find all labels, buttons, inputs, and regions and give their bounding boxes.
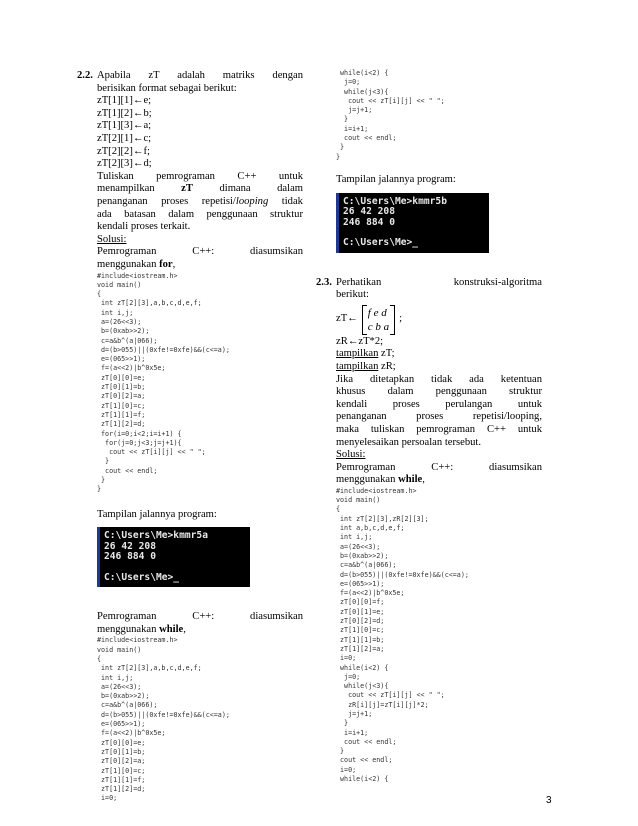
s22-while-line2: menggunakan while, xyxy=(97,623,186,635)
code-block-for: #include<iostream.h> void main() { int zT[2][3],a,b,c,d,e,f; int i,j; a=(26<<3); b=(0xab>>2); c=a&b^(a|066); d=(b>055)||(0xfe!=0xfe)&&(c<=a); e=(065>>1); f=(a<<2)|b^0x5e; zT[0][0]=e; zT[0][1]=b; zT[0][2]=a; zT[1][0]=c; zT[1][1]=f; zT[1][2]=d; for(i=0;i<2;i=i+1) { for(j=0;j<3;j=j+1){ cout << zT[i][j] << " "; } cout << endl; } } xyxy=(97,271,230,494)
s22-for-line2: menggunakan for, xyxy=(97,258,176,270)
s23-tampilkan-2: tampilkan zR; xyxy=(336,360,396,372)
s23-heading-line2: berikut: xyxy=(336,289,369,301)
s23-para-1: Jika ditetapkan tidak ada ketentuan xyxy=(336,373,542,385)
s23-solusi: Solusi: xyxy=(336,449,366,461)
s23-heading-line1: 2.3. Perhatikan konstruksi-algoritma xyxy=(316,276,542,288)
s22-assign-3: zT[1][3]←a; xyxy=(97,120,152,132)
s23-eq1: zR←zT*2; xyxy=(336,335,384,347)
s23-para-4: penanganan proses repetisi/looping, xyxy=(336,411,542,423)
console-output-a: C:\Users\Me>kmmr5a 26 42 208 246 884 0 C:\Users\Me>_ xyxy=(97,527,250,587)
matrix-row-2: c b a xyxy=(367,320,390,333)
s22-while-intro: Pemrograman C++: diasumsikan xyxy=(97,611,303,623)
s22-assign-6: zT[2][3]←d; xyxy=(97,158,152,170)
s23-line2: menggunakan while, xyxy=(336,474,425,486)
left-column xyxy=(77,70,304,804)
s23-tampilkan-1: tampilkan zT; xyxy=(336,348,395,360)
s22-tampilan-label-b: Tampilan jalannya program: xyxy=(336,173,456,185)
matrix-definition xyxy=(336,306,542,334)
s22-for-intro: Pemrograman C++: diasumsikan xyxy=(97,246,303,258)
s22-assign-5: zT[2][2]←f; xyxy=(97,145,150,157)
s22-assign-4: zT[2][1]←c; xyxy=(97,132,152,144)
right-column xyxy=(316,69,542,784)
s23-para-6: menyelesaikan persoalan tersebut. xyxy=(336,436,482,448)
s22-assign-2: zT[1][2]←b; xyxy=(97,107,152,119)
code-block-while: #include<iostream.h> void main() { int zT[2][3],a,b,c,d,e,f; int i,j; a=(26<<3); b=(0xab>>2); c=a&b^(a|066); d=(b>055)||(0xfe!=0xfe)&&(c<=a); e=(065>>1); f=(a<<2)|b^0x5e; zT[0][0]=e; zT[0][1]=b; zT[0][2]=a; zT[1][0]=c; zT[1][1]=f; zT[1][2]=d; i=0; xyxy=(97,636,230,803)
matrix-semicolon: ; xyxy=(399,313,403,325)
s22-task-line3: penanganan proses repetisi/looping tidak xyxy=(97,195,303,207)
s22-task-line2: menampilkan zT dimana dalam xyxy=(97,183,304,195)
matrix-label: zT← xyxy=(336,313,358,325)
s23-para-3: kendali proses perulangan untuk xyxy=(336,398,542,410)
matrix-row-1: f e d xyxy=(367,306,387,319)
page-number: 3 xyxy=(546,795,552,806)
s22-task-line4: ada batasan dalam penggunaan struktur xyxy=(97,208,303,220)
s22-heading-line2: berisikan format sebagai berikut: xyxy=(97,82,237,94)
code-block-while-continued: while(i<2) { j=0; while(j<3){ cout << zT[i][j] << " "; j=j+1; } i=i+1; cout << endl; } } xyxy=(336,69,445,161)
s22-task-line1: Tuliskan pemrograman C++ untuk xyxy=(97,170,303,182)
s23-para-5: maka tuliskan pemrograman C++ untuk xyxy=(336,423,542,435)
s23-para-2: khusus dalam penggunaan struktur xyxy=(336,386,542,398)
matrix-brackets xyxy=(362,306,395,334)
console-output-b: C:\Users\Me>kmmr5b 26 42 208 246 884 0 C:\Users\Me>_ xyxy=(336,193,489,253)
s22-heading-line1: 2.2. Apabila zT adalah matriks dengan xyxy=(77,70,303,81)
s22-task-line5: kendali proses terkait. xyxy=(97,221,191,233)
s23-number: 2.3. xyxy=(316,276,332,288)
s23-intro: Pemrograman C++: diasumsikan xyxy=(336,461,542,473)
s22-tampilan-label: Tampilan jalannya program: xyxy=(97,508,217,520)
code-block-s23: #include<iostream.h> void main() { int zT[2][3],zR[2][3]; int a,b,c,d,e,f; int i,j; a=(26<<3); b=(0xab>>2); c=a&b^(a|066); d=(b>055)||(0xfe!=0xfe)&&(c<=a); e=(065>>1); f=(a<<2)|b^0x5e; zT[0][0]=f; zT[0][1]=e; zT[0][2]=d; zT[1][0]=c; zT[1][1]=b; zT[1][2]=a; i=0; while(i<2) { j=0; while(j<3){ cout << zT[i][j] << " "; zR[i][j]=zT[i][j]*2; j=j+1; } i=i+1; cout << endl; } cout << endl; i=0; while(i<2) { xyxy=(336,486,469,784)
s22-number: 2.2. xyxy=(77,70,93,81)
s22-solusi: Solusi: xyxy=(97,233,127,245)
s22-assign-1: zT[1][1]←e; xyxy=(97,95,152,107)
